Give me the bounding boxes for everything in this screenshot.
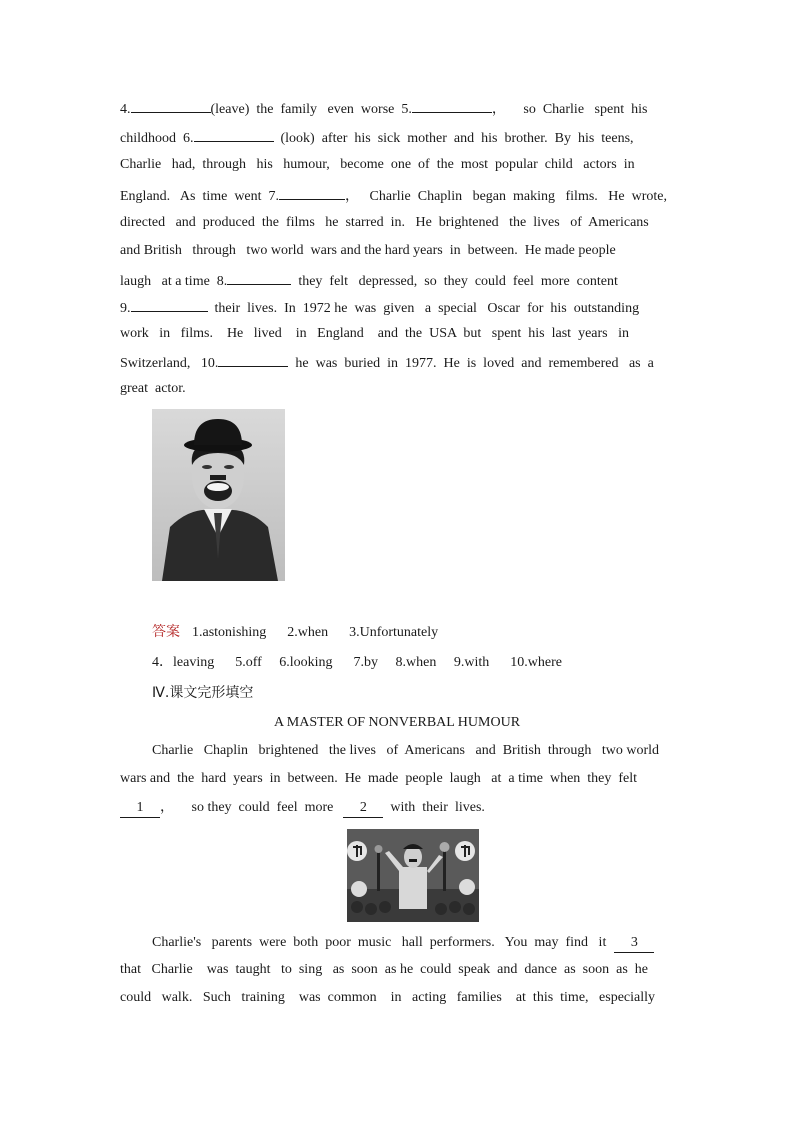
passage-line-1 xyxy=(120,98,675,119)
cloze-blank-1: 1 xyxy=(120,799,160,818)
text-segment: (look) after his sick mother and his brother. By his teens, xyxy=(273,131,634,146)
cloze-blank-3: 3 xyxy=(614,934,654,953)
passage-line-8 xyxy=(120,297,675,318)
passage-line-9: work in films. He lived in England and the USA but spent his last years in xyxy=(120,326,630,341)
answer-row-1 xyxy=(152,623,652,642)
answer-label: 答案 xyxy=(152,624,180,640)
text-segment: their lives. In 1972 he was given a special Oscar for his outstanding xyxy=(207,301,640,316)
chaplin-portrait-photo xyxy=(152,409,285,581)
text-segment: ， so Charlie spent his xyxy=(491,102,648,117)
passage2-line-5: that Charlie was taught to sing as soon as he could speak and dance as soon as he xyxy=(120,962,649,977)
passage-line-2 xyxy=(120,127,675,148)
fill-blank xyxy=(131,297,208,312)
text-segment: Switzerland, 10. xyxy=(120,356,219,371)
text-segment: Charlie's parents were both poor music hall performers. You may find it xyxy=(152,935,607,950)
fill-blank xyxy=(194,127,274,142)
answer-text: 1.astonishing 2.when 3.Unfortunately xyxy=(192,625,439,640)
text-segment: they felt depressed, so they could feel more content xyxy=(291,274,618,289)
text-segment: he was buried in 1977. He is loved and remembered as a xyxy=(288,356,654,371)
text-segment: England. As time went 7. xyxy=(120,189,280,204)
text-segment: 4. xyxy=(120,102,131,117)
passage-line-10 xyxy=(120,352,675,373)
passage-line-6: and British through two world wars and the hard years in between. He made people xyxy=(120,243,616,258)
text-segment: (leave) the family even worse 5. xyxy=(210,102,412,117)
dictator-image xyxy=(347,829,479,922)
passage-line-7 xyxy=(120,270,675,291)
text-segment: laugh at a time 8. xyxy=(120,274,228,289)
fill-blank xyxy=(279,185,345,200)
text-segment: 9. xyxy=(120,301,131,316)
passage-line-11: great actor. xyxy=(120,381,186,396)
fill-blank xyxy=(218,352,288,367)
cloze-blank-2: 2 xyxy=(343,799,383,818)
fill-blank xyxy=(131,98,211,113)
passage2-line-4 xyxy=(152,934,672,953)
passage2-line-2: wars and the hard years in between. He made people laugh at a time when they felt xyxy=(120,771,638,786)
great-dictator-photo xyxy=(347,829,479,922)
passage-title: A MASTER OF NONVERBAL HUMOUR xyxy=(273,715,521,730)
text-segment: childhood 6. xyxy=(120,131,194,146)
text-segment: ， so they could feel more xyxy=(160,800,334,815)
answer-row-2: 4．leaving 5.off 6.looking 7.by 8.when 9.with 10.where xyxy=(152,655,562,670)
passage-line-4 xyxy=(120,185,675,206)
passage2-line-6: could walk. Such training was common in acting families at this time, especially xyxy=(120,990,656,1005)
fill-blank xyxy=(412,98,492,113)
passage2-line-3 xyxy=(120,799,675,818)
passage-line-3: Charlie had, through his humour, become one of the most popular child actors in xyxy=(120,157,635,172)
section-heading: Ⅳ.课文完形填空 xyxy=(152,685,254,701)
text-segment: with their lives. xyxy=(383,800,485,815)
portrait-image xyxy=(152,409,285,581)
fill-blank xyxy=(227,270,291,285)
passage2-line-1: Charlie Chaplin brightened the lives of Americans and British through two world xyxy=(152,743,660,758)
passage-line-5: directed and produced the films he starred in. He brightened the lives of Americans xyxy=(120,215,649,230)
text-segment: ， Charlie Chaplin began making films. He wrote, xyxy=(345,189,667,204)
